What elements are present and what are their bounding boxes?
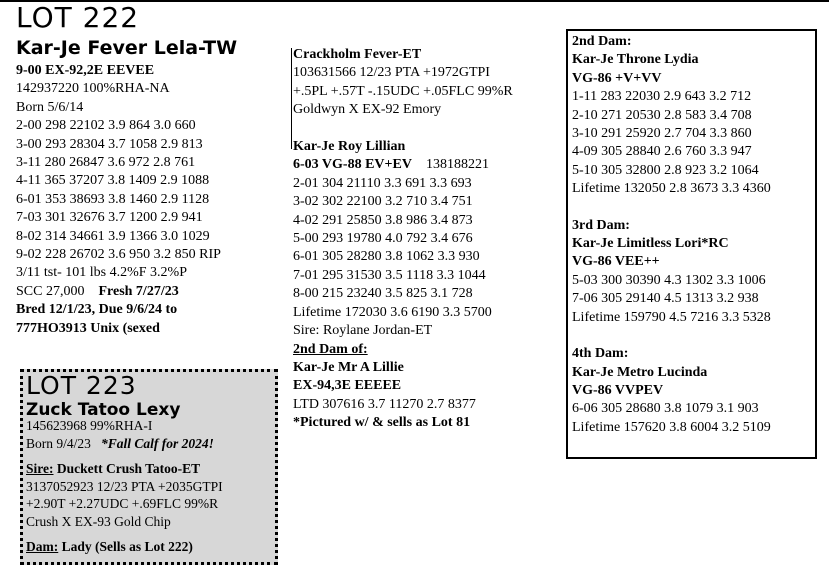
lot-222-text: SCC 27,000: [16, 283, 85, 299]
middle-line: [293, 175, 513, 193]
middle-line: [293, 138, 513, 156]
dam-record: 5-03 300 30390 4.3 1302 3.3 1006: [572, 272, 766, 288]
lot-222-text: 3/11 tst- 101 lbs 4.2%F 3.2%P: [16, 265, 187, 281]
middle-text: Crackholm Fever-ET: [293, 47, 422, 62]
middle-line: [293, 377, 513, 395]
middle-line: [293, 414, 513, 432]
lot-223-dam-text: Lady (Sells as Lot 222): [61, 539, 193, 554]
dam-classification: VG-86 +V+VV: [572, 70, 662, 86]
lot-222-line: [16, 283, 221, 301]
dam-record: 4-09 305 28840 2.6 760 3.3 947: [572, 144, 752, 160]
lot-222-text: 777HO3913 Unix (sexed: [16, 320, 160, 336]
lot-222-title: LOT 222: [16, 1, 140, 34]
dam-name: Kar-Je Metro Lucinda: [572, 364, 708, 380]
middle-text: Goldwyn X EX-92 Emory: [293, 102, 442, 118]
middle-line: [293, 322, 513, 340]
middle-text: Kar-Je Mr A Lillie: [293, 359, 404, 375]
lot-222-text: 6-01 353 38693 3.8 1460 2.9 1128: [16, 191, 210, 207]
lot-223-born-line: [26, 435, 223, 453]
lot-222-line: [16, 301, 221, 319]
dam-name: Kar-Je Throne Lydia: [572, 52, 699, 68]
middle-line: [293, 64, 513, 82]
middle-text: *Pictured w/ & sells as Lot 81: [293, 415, 471, 431]
middle-line: [293, 248, 513, 266]
middle-text: Sire: Roylane Jordan-ET: [293, 323, 433, 339]
lot-222-text: 9-02 228 26702 3.6 950 3.2 850 RIP: [16, 247, 221, 263]
middle-line: [293, 304, 513, 322]
lot-223-dam-label: Dam:: [26, 539, 59, 554]
dam-record: 2-10 271 20530 2.8 583 3.4 708: [572, 107, 752, 123]
middle-text: 8-00 215 23240 3.5 825 3.1 728: [293, 286, 473, 302]
dam-record: Lifetime 132050 2.8 3673 3.3 4360: [572, 181, 771, 197]
lot-223-sire-label: Sire:: [26, 461, 54, 476]
middle-text: Lifetime 172030 3.6 6190 3.3 5700: [293, 304, 492, 320]
middle-text: EX-94,3E EEEEE: [293, 378, 402, 394]
lot-222-line: [16, 228, 221, 246]
pedigree-middle: [293, 46, 513, 433]
lot-222-line: [16, 320, 221, 338]
middle-line: [293, 359, 513, 377]
middle-text: 2-01 304 21110 3.3 691 3.3 693: [293, 175, 472, 191]
lot-223-sire-line-1: 3137052923 12/23 PTA +2035GTPI: [26, 478, 223, 494]
middle-text: 103631566 12/23 PTA +1972GTPI: [293, 65, 490, 81]
lot-222-line: [16, 191, 221, 209]
lot-223-sire-name: Duckett Crush Tatoo-ET: [56, 461, 201, 476]
lot-223-dam-line: [26, 538, 223, 556]
lot-223-details: [26, 417, 223, 556]
dam-heading: 2nd Dam:: [572, 34, 632, 49]
middle-line: [293, 285, 513, 303]
middle-text: 6-01 305 28280 3.8 1062 3.3 930: [293, 249, 480, 265]
dam-classification: VG-86 VVPEV: [572, 382, 664, 398]
middle-text: LTD 307616 3.7 11270 2.7 8377: [293, 396, 476, 412]
middle-line: [293, 101, 513, 119]
dam-record: 6-06 305 28680 3.8 1079 3.1 903: [572, 401, 759, 417]
dam-record: 7-06 305 29140 4.5 1313 3.2 938: [572, 291, 759, 307]
dam-record: 3-10 291 25920 2.7 704 3.3 860: [572, 126, 752, 142]
middle-line: [293, 341, 513, 359]
middle-extra: 138188221: [425, 157, 489, 173]
lot-222-text: Bred 12/1/23, Due 9/6/24 to: [16, 302, 178, 318]
middle-text: 7-01 295 31530 3.5 1118 3.3 1044: [293, 267, 486, 283]
dam-record: Lifetime 159790 4.5 7216 3.3 5328: [572, 309, 771, 325]
lot-222-text: 2-00 298 22102 3.9 864 3.0 660: [16, 118, 196, 134]
lot-223-born: Born 9/4/23: [26, 435, 91, 451]
lot-223-reg: 145623968 99%RHA-I: [26, 418, 153, 433]
middle-text: +.5PL +.57T -.15UDC +.05FLC 99%R: [293, 83, 513, 99]
lot-222-name: Kar-Je Fever Lela-TW: [16, 37, 238, 59]
dam-name: Kar-Je Limitless Lori*RC: [572, 236, 729, 252]
lot-223-sire-line-2: +2.90T +2.27UDC +.69FLC 99%R: [26, 496, 219, 511]
lot-222-line: [16, 264, 221, 282]
lot-222-line: [16, 136, 221, 154]
lot-222-text: Born 5/6/14: [16, 99, 84, 115]
dam-heading: 4th Dam:: [572, 346, 629, 362]
middle-line: [293, 120, 513, 138]
middle-line: [293, 267, 513, 285]
lot-223-note: *Fall Calf for 2024!: [101, 435, 214, 451]
lot-222-line: [16, 80, 221, 98]
lot-222-text: 3-11 280 26847 3.6 972 2.8 761: [16, 155, 196, 171]
lot-222-line: [16, 172, 221, 190]
dam-record: Lifetime 157620 3.8 6004 3.2 5109: [572, 419, 771, 435]
lot-223-sire-line: [26, 460, 223, 478]
lot-222-line: [16, 246, 221, 264]
middle-text: 3-02 302 22100 3.2 710 3.4 751: [293, 194, 473, 210]
lot-222-line: [16, 117, 221, 135]
dam-heading: 3rd Dam:: [572, 217, 630, 233]
dams-list: [572, 33, 771, 437]
middle-line: [293, 156, 513, 174]
lot-222-line: [16, 62, 221, 80]
middle-text: 6-03 VG-88 EV+EV: [293, 157, 412, 173]
lot-222-line: [16, 209, 221, 227]
middle-text: 4-02 291 25850 3.8 986 3.4 873: [293, 212, 473, 228]
middle-line: [293, 83, 513, 101]
lot-223-name: Zuck Tatoo Lexy: [26, 400, 181, 420]
middle-text: 5-00 293 19780 4.0 792 3.4 676: [293, 231, 473, 247]
lot-222-text: 142937220 100%RHA-NA: [16, 81, 170, 97]
lot-223-sire-line-3: Crush X EX-93 Gold Chip: [26, 513, 171, 529]
middle-line: [293, 230, 513, 248]
dam-record: 5-10 305 32800 2.8 923 3.2 1064: [572, 162, 759, 178]
lot-222-extra: Fresh 7/27/23: [98, 283, 179, 299]
middle-text: 2nd Dam of:: [293, 341, 368, 357]
dam-record: 1-11 283 22030 2.9 643 3.2 712: [572, 89, 752, 105]
lot-222-text: 7-03 301 32676 3.7 1200 2.9 941: [16, 210, 203, 226]
middle-line: [293, 396, 513, 414]
lot-222-text: 4-11 365 37207 3.8 1409 2.9 1088: [16, 173, 210, 189]
dam-classification: VG-86 VEE++: [572, 254, 660, 270]
sire-divider: [291, 48, 292, 149]
middle-line: [293, 193, 513, 211]
middle-line: [293, 46, 513, 64]
lot-222-text: 3-00 293 28304 3.7 1058 2.9 813: [16, 136, 203, 152]
lot-223-title: LOT 223: [26, 371, 137, 400]
middle-text: Kar-Je Roy Lillian: [293, 139, 406, 155]
middle-line: [293, 212, 513, 230]
lot-222-line: [16, 154, 221, 172]
lot-222-text: 8-02 314 34661 3.9 1366 3.0 1029: [16, 228, 210, 244]
lot-222-line: [16, 99, 221, 117]
lot-222-details: [16, 62, 221, 338]
lot-222-text: 9-00 EX-92,2E EEVEE: [16, 63, 155, 78]
